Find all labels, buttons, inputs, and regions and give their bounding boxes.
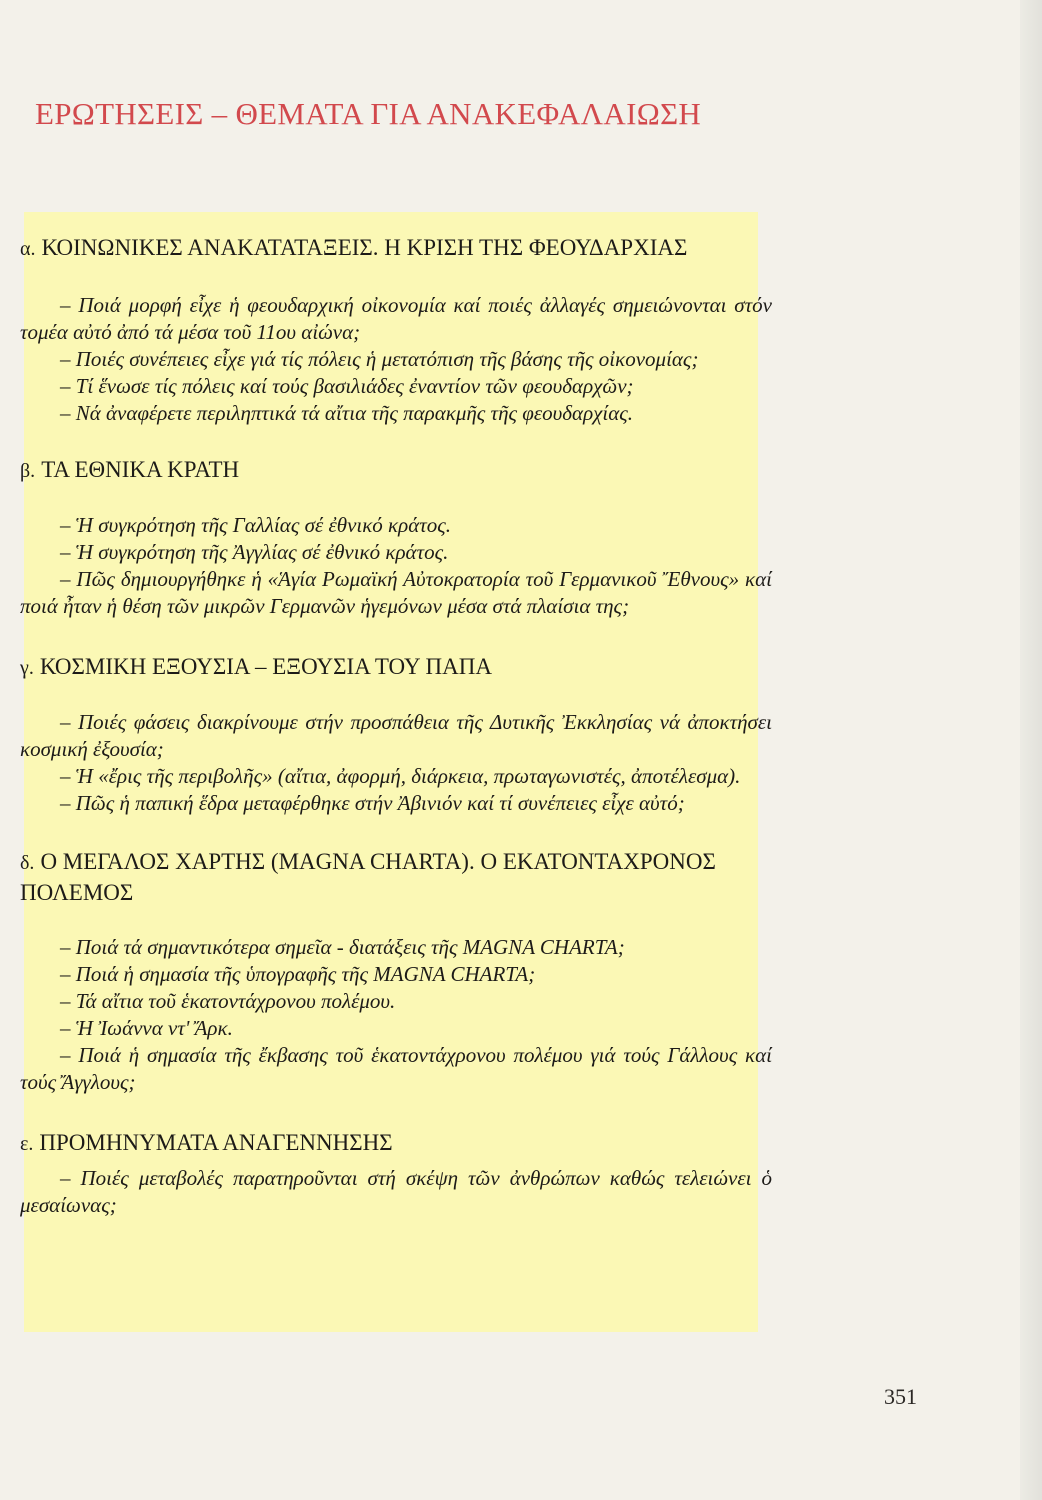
section-letter: ε. bbox=[20, 1133, 34, 1155]
section-title: ΚΟΙΝΩΝΙΚΕΣ ΑΝΑΚΑΤΑΤΑΞΕΙΣ. Η ΚΡΙΣΗ ΤΗΣ ΦΕΟΥΔΑΡΧΙΑΣ bbox=[41, 235, 688, 260]
question-list bbox=[20, 512, 772, 620]
question-item: – Τά αἴτια τοῦ ἑκατοντάχρονου πολέμου. bbox=[60, 989, 396, 1013]
question-item: – Τί ἕνωσε τίς πόλεις καί τούς βασιλιάδες ἐναντίον τῶν φεουδαρχῶν; bbox=[60, 374, 634, 398]
section-b bbox=[20, 455, 772, 620]
section-a bbox=[20, 233, 772, 427]
section-heading bbox=[20, 233, 772, 264]
question-item: – Ποιά ἡ σημασία τῆς ὑπογραφῆς τῆς MAGNA CHARTA; bbox=[60, 962, 536, 986]
section-e bbox=[20, 1128, 772, 1219]
question-list bbox=[20, 1165, 772, 1219]
question-item: – Πῶς ἡ παπική ἕδρα μεταφέρθηκε στήν Ἀβινιόν καί τί συνέπειες εἶχε αὐτό; bbox=[60, 791, 685, 815]
page-title: ΕΡΩΤΗΣΕΙΣ – ΘΕΜΑΤΑ ΓΙΑ ΑΝΑΚΕΦΑΛΑΙΩΣΗ bbox=[35, 96, 702, 131]
section-heading bbox=[20, 1128, 772, 1159]
section-title: ΠΡΟΜΗΝΥΜΑΤΑ ΑΝΑΓΕΝΝΗΣΗΣ bbox=[39, 1130, 393, 1155]
section-title: ΚΟΣΜΙΚΗ ΕΞΟΥΣΙΑ – ΕΞΟΥΣΙΑ ΤΟΥ ΠΑΠΑ bbox=[39, 654, 492, 679]
section-letter: β. bbox=[20, 460, 36, 482]
page-edge bbox=[1020, 0, 1042, 1500]
question-item: – Ποιά ἡ σημασία τῆς ἔκβασης τοῦ ἑκατοντάχρονου πολέμου γιά τούς Γάλλους καί τούς Ἄγγλους; bbox=[20, 1043, 772, 1094]
section-letter: α. bbox=[20, 238, 36, 260]
section-heading bbox=[20, 847, 772, 908]
section-title: ΤΑ ΕΘΝΙΚΑ ΚΡΑΤΗ bbox=[41, 457, 240, 482]
question-item: – Πῶς δημιουργήθηκε ἡ «Ἁγία Ρωμαϊκή Αὐτοκρατορία τοῦ Γερμανικοῦ Ἔθνους» καί ποιά ἦταν ἡ θέση τῶν μικρῶν Γερμανῶν ἡγεμόνων μέσα στά πλαίσια της; bbox=[20, 567, 772, 618]
question-item: – Ποιές μεταβολές παρατηροῦνται στή σκέψη τῶν ἀνθρώπων καθώς τελειώνει ὁ μεσαίωνας; bbox=[20, 1166, 772, 1217]
question-item: – Ἡ Ἰωάννα ντ' Ἄρκ. bbox=[60, 1016, 233, 1040]
questions-content bbox=[20, 233, 772, 1219]
question-item: – Ποιές φάσεις διακρίνουμε στήν προσπάθεια τῆς Δυτικῆς Ἐκκλησίας νά ἀποκτήσει κοσμική ἐξουσία; bbox=[20, 710, 772, 761]
section-title: Ο ΜΕΓΑΛΟΣ ΧΑΡΤΗΣ (MAGNA CHARTA). Ο ΕΚΑΤΟΝΤΑΧΡΟΝΟΣ ΠΟΛΕΜΟΣ bbox=[20, 849, 716, 905]
question-item: – Ἡ συγκρότηση τῆς Γαλλίας σέ ἐθνικό κράτος. bbox=[60, 513, 452, 537]
question-item: – Ποιά μορφή εἶχε ἡ φεουδαρχική οἰκονομία καί ποιές ἀλλαγές σημειώνονται στόν τομέα αὐτό ἀπό τά μέσα τοῦ 11ου αἰώνα; bbox=[20, 293, 772, 344]
section-letter: γ. bbox=[20, 657, 34, 679]
question-list bbox=[20, 709, 772, 817]
question-item: – Ποιές συνέπειες εἶχε γιά τίς πόλεις ἡ μετατόπιση τῆς βάσης τῆς οἰκονομίας; bbox=[60, 347, 699, 371]
question-item: – Νά ἀναφέρετε περιληπτικά τά αἴτια τῆς παρακμῆς τῆς φεουδαρχίας. bbox=[60, 401, 634, 425]
section-c bbox=[20, 652, 772, 817]
section-heading bbox=[20, 652, 772, 683]
question-list bbox=[20, 292, 772, 427]
question-item: – Ποιά τά σημαντικότερα σημεῖα - διατάξεις τῆς MAGNA CHARTA; bbox=[60, 935, 625, 959]
section-letter: δ. bbox=[20, 852, 35, 874]
question-item: – Ἡ συγκρότηση τῆς Ἀγγλίας σέ ἐθνικό κράτος. bbox=[60, 540, 449, 564]
section-d bbox=[20, 847, 772, 1096]
page-number: 351 bbox=[884, 1384, 917, 1409]
section-heading bbox=[20, 455, 772, 486]
question-list bbox=[20, 934, 772, 1096]
question-item: – Ἡ «ἔρις τῆς περιβολῆς» (αἴτια, ἀφορμή, διάρκεια, πρωταγωνιστές, ἀποτέλεσμα). bbox=[60, 764, 741, 788]
